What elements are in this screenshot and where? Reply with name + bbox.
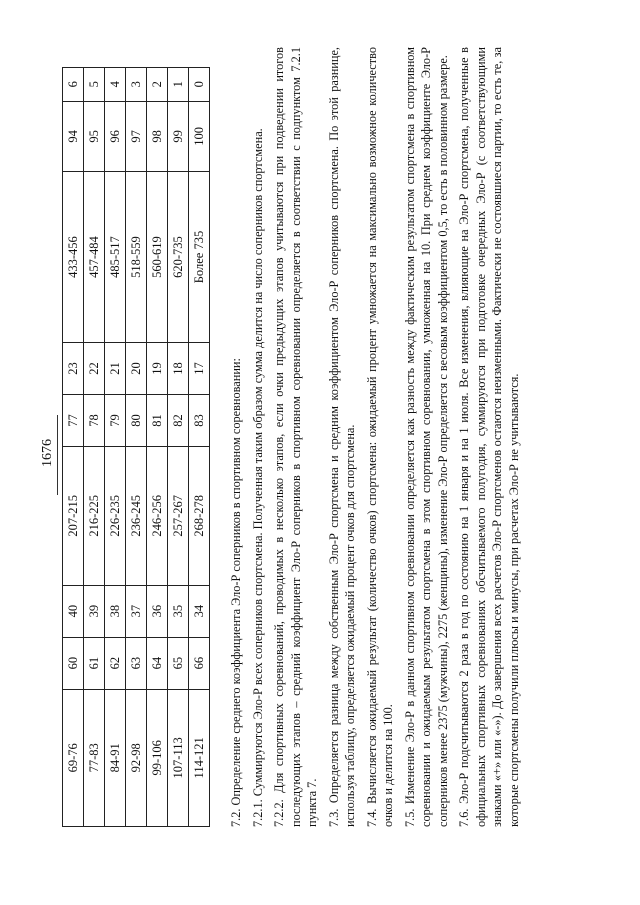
table-cell: 79 (105, 394, 126, 446)
table-cell: Более 735 (189, 172, 210, 343)
table-cell: 34 (189, 585, 210, 637)
table-cell: 77 (63, 394, 84, 446)
table-cell: 5 (84, 68, 105, 102)
table-cell: 23 (63, 342, 84, 394)
table-cell: 433-456 (63, 172, 84, 343)
table-cell: 38 (105, 585, 126, 637)
table-cell: 80 (126, 394, 147, 446)
table-cell: 268-278 (189, 446, 210, 585)
paragraph-7-2-2: 7.2.2. Для спортивных соревнований, проводимых в несколько этапов, если очки предыдущих этапов учитываются при подведении итогов последующих этапов – средний коэффициент Эло-Р соперников в спортивном соревновании определяется в соответствии с подпунктом 7.2.1 пункта 7. (272, 47, 319, 827)
table-cell: 3 (126, 68, 147, 102)
table-cell: 20 (126, 342, 147, 394)
table-cell: 98 (147, 101, 168, 172)
table-row (168, 68, 189, 827)
table-row (105, 68, 126, 827)
table-cell: 69-76 (63, 689, 84, 826)
table-cell: 77-83 (84, 689, 105, 826)
paragraph-7-5: 7.5. Изменение Эло-Р в данном спортивном соревновании определяется как разность между фактическим результатом спортсмена в спортивном соревновании и ожидаемым результатом спортсмена в этом спортивном соревновании, умноженная на 10. При среднем коэффициенте Эло-Р соперников менее 2375 (мужчины), 2275 (женщины), изменение Эло-Р определяется с весовым коэффициентом 0,5, то есть в половинном размере. (402, 47, 450, 827)
table-cell: 37 (126, 585, 147, 637)
table-row (147, 68, 168, 827)
rules-text (228, 47, 527, 827)
page-number: 1676 (40, 439, 55, 467)
table-cell: 0 (189, 68, 210, 102)
table-cell: 4 (105, 68, 126, 102)
table-cell: 246-256 (147, 446, 168, 585)
table-row (189, 68, 210, 827)
table-cell: 65 (168, 637, 189, 689)
table-cell: 94 (63, 101, 84, 172)
table-cell: 19 (147, 342, 168, 394)
table-cell: 1 (168, 68, 189, 102)
table-cell: 22 (84, 342, 105, 394)
table-cell: 99 (168, 101, 189, 172)
table-cell: 63 (126, 637, 147, 689)
table-row (84, 68, 105, 827)
table-cell: 99-106 (147, 689, 168, 826)
table-cell: 61 (84, 637, 105, 689)
table-cell: 257-267 (168, 446, 189, 585)
table-cell: 17 (189, 342, 210, 394)
table-cell: 560-619 (147, 172, 168, 343)
table-cell: 95 (84, 101, 105, 172)
table-cell: 83 (189, 394, 210, 446)
table-cell: 518-559 (126, 172, 147, 343)
table-cell: 207-215 (63, 446, 84, 585)
table-cell: 107-113 (168, 689, 189, 826)
table-row (63, 68, 84, 827)
table-cell: 40 (63, 585, 84, 637)
page-number-underline (57, 415, 58, 495)
paragraph-7-6: 7.6. Эло-Р подсчитываются 2 раза в год по состоянию на 1 января и на 1 июля. Все изменения, влияющие на Эло-Р спортсмена, полученные в официальных спортивных соревнованиях обсчитываемого полугодия, суммируются при подготовке очередных Эло-Р (с соответствующими знаками «+» или «-»). До завершения всех расчетов Эло-Р спортсменов остаются неизменными. Фактически не состоявшиеся партии, то есть те, за которые спортсмены получили плюсы и минусы, при расчетах Эло-Р не учитываются. (457, 47, 521, 827)
table-row (126, 68, 147, 827)
table-cell: 36 (147, 585, 168, 637)
section-heading: 7.2. Определение среднего коэффициента Эло-Р соперников в спортивном соревновании: (229, 358, 243, 827)
table-cell: 78 (84, 394, 105, 446)
table-cell: 236-245 (126, 446, 147, 585)
table-cell: 62 (105, 637, 126, 689)
table-cell: 92-98 (126, 689, 147, 826)
paragraph-7-3: 7.3. Определяется разница между собственным Эло-Р спортсмена и средним коэффициентом Эло-Р соперников спортсмена. По этой разнице, используя таблицу, определяется ожидаемый процент очков для спортсмена. (326, 47, 357, 827)
table-cell: 64 (147, 637, 168, 689)
table-cell: 81 (147, 394, 168, 446)
table-cell: 60 (63, 637, 84, 689)
paragraph-7-2-1: 7.2.1. Суммируются Эло-Р всех соперников спортсмена. Полученная таким образом сумма делится на число соперников спортсмена. (250, 128, 265, 827)
table-cell: 97 (126, 101, 147, 172)
table-cell: 39 (84, 585, 105, 637)
table-cell: 84-91 (105, 689, 126, 826)
paragraph-7-4: 7.4. Вычисляется ожидаемый результат (количество очков) спортсмена: ожидаемый процент умножается на максимально возможное количество очков и делится на 100. (364, 47, 395, 827)
table-cell: 457-484 (84, 172, 105, 343)
table-cell: 96 (105, 101, 126, 172)
table-cell: 66 (189, 637, 210, 689)
table-cell: 114-121 (189, 689, 210, 826)
table-cell: 216-225 (84, 446, 105, 585)
table-cell: 485-517 (105, 172, 126, 343)
table-cell: 6 (63, 68, 84, 102)
table-cell: 18 (168, 342, 189, 394)
table-cell: 21 (105, 342, 126, 394)
elo-expectation-table (62, 67, 210, 827)
table-cell: 226-235 (105, 446, 126, 585)
table-cell: 2 (147, 68, 168, 102)
table-cell: 620-735 (168, 172, 189, 343)
table-cell: 82 (168, 394, 189, 446)
table-cell: 35 (168, 585, 189, 637)
table-cell: 100 (189, 101, 210, 172)
